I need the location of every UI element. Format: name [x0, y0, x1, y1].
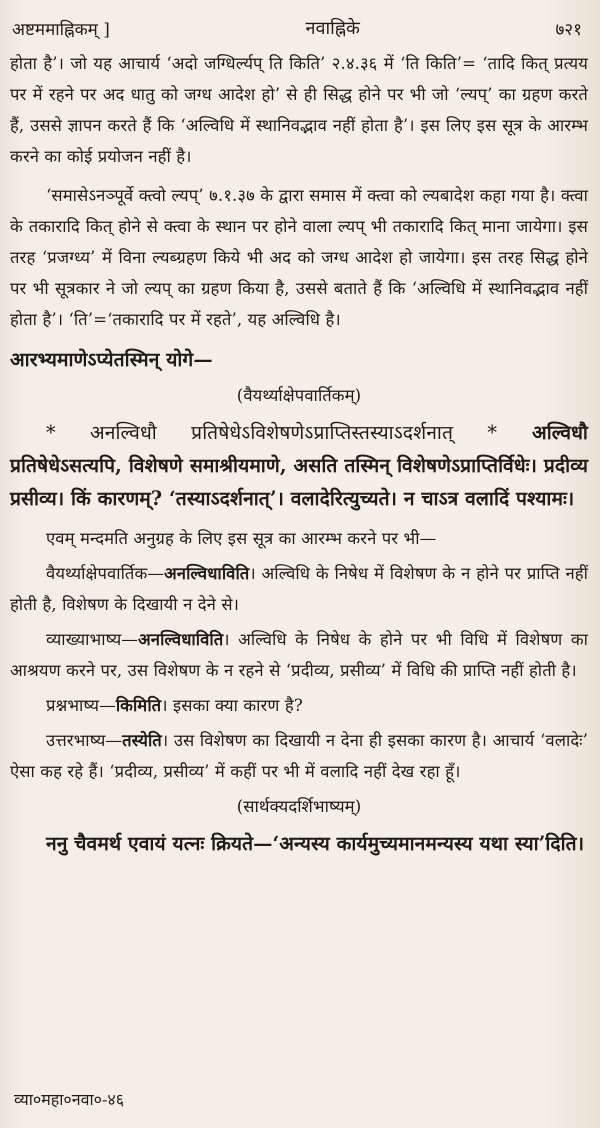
- term-anal-2: अनल्विधाविति: [138, 629, 224, 649]
- section-heading: आरभ्यमाणेऽप्येतस्मिन् योगे—: [10, 348, 213, 371]
- header-title: नवाह्निके: [305, 18, 360, 39]
- para6-text: । इसका क्या कारण है?: [161, 696, 303, 715]
- subheading-vartika: (वैयर्थ्याक्षेपवार्तिकम्): [236, 386, 362, 405]
- vartika-text: * अनल्विधौ प्रतिषेधेऽविशेषणेऽप्राप्तिस्तस्याऽदर्शनात् *: [46, 421, 498, 444]
- paragraph-4: [10, 558, 588, 620]
- term-tasyeti: तस्येति: [122, 730, 162, 750]
- bhashya-text: अल्विधौ प्रतिषेधेऽसत्यपि, विशेषणे समाश्रीयमाणे, असति तस्मिन् विशेषणेऽप्राप्तिर्विधेः। प्रदीव्य प्रसीव्य। किं कारणम्? ‘तस्याऽदर्शनात्’। वलादेरित्युच्यते। न चाऽत्र वलादिं पश्यामः।: [10, 421, 588, 510]
- para7-text: । उस विशेषण का दिखायी न देना ही इसका कारण है। आचार्य ‘वलादेः’ ऐसा कह रहे हैं। ‘प्रदीव्य, प्रसीव्य’ में कहीं पर भी में वलादि नहीं देख रहा हूँ।: [10, 731, 588, 781]
- paragraph-1: होता है’। जो यह आचार्य ‘अदो जग्धिर्ल्यप् ति किति’ २.४.३६ में ‘ति किति’= ‘तादि कित् प्रत्यय पर में रहने पर अद धातु को जग्ध आदेश हो’ से ही सिद्ध होने पर भी जो ‘ल्यप्’ का ग्रहण करते हैं, उससे ज्ञापन करते हैं कि ‘अल्विधि में स्थानिवद्भाव नहीं होता है’। इस लिए इस सूत्र के आरम्भ करने का कोई प्रयोजन नहीं है।: [10, 54, 588, 166]
- running-header: [10, 8, 588, 48]
- paragraph-7: [10, 725, 588, 787]
- para5-text: । अल्विधि के निषेध के होने पर भी विधि में विशेषण का आश्रयण करने पर, उस विशेषण के न रहने से ‘प्रदीव्य, प्रसीव्य’ में विधि की प्राप्ति नहीं होती है।: [10, 630, 588, 680]
- term-kimiti: किमिति: [115, 695, 162, 715]
- paragraph-6: [10, 690, 588, 721]
- label-uttara: उत्तरभाष्य—: [46, 731, 123, 750]
- para4-text: । अल्विधि के निषेध में विशेषण के न होने पर प्राप्ति नहीं होती है, विशेषण के दिखायी न देने से।: [10, 564, 588, 614]
- subheading-bhashya: (सार्थक्यदर्शिभाष्यम्): [236, 797, 362, 816]
- paragraph-5: [10, 624, 588, 686]
- label-vartika: वैयर्थ्याक्षेपवार्तिक—: [46, 564, 165, 583]
- sanskrit-bhashya-block: ननु चैवमर्थ एवायं यत्नः क्रियते—‘अन्यस्य कार्यमुच्यमानमन्यस्य यथा स्या’दिति।: [46, 832, 585, 855]
- paragraph-2: ‘समासेऽनञ्पूर्वे क्त्वो ल्यप्’ ७.१.३७ के द्वारा समास में क्त्वा को ल्यबादेश कहा गया है। क्त्वा के तकारादि कित् होने से क्त्वा के स्थान पर होने वाला ल्यप् भी तकारादि कित् माना जायेगा। इस तरह ‘प्रजग्ध्य’ में विना ल्यब्ग्रहण किये भी अद को जग्ध आदेश हो जायेगा। इस तरह सिद्ध होने पर भी सूत्रकार ने जो ल्यप् का ग्रहण किया है, उससे बताते हैं कि ‘अल्विधि में स्थानिवद्भाव नहीं होता है’। ‘ति’=‘तकारादि पर में रहते’, यह अल्विधि है।: [10, 186, 588, 329]
- sanskrit-vartika-block: [10, 416, 588, 515]
- paragraph-3: एवम् मन्दमति अनुग्रह के लिए इस सूत्र का आरम्भ करने पर भी—: [46, 529, 437, 548]
- page-number: ७२१: [555, 19, 582, 40]
- label-prashna: प्रश्नभाष्य—: [46, 696, 116, 715]
- term-anal: अनल्विधाविति: [164, 563, 250, 583]
- signature-footer: व्या०महा०नवा०-४६: [14, 1090, 125, 1109]
- label-vyakhya: व्याख्याभाष्य—: [46, 630, 138, 649]
- header-chapter: अष्टममाह्निकम् ]: [12, 19, 110, 40]
